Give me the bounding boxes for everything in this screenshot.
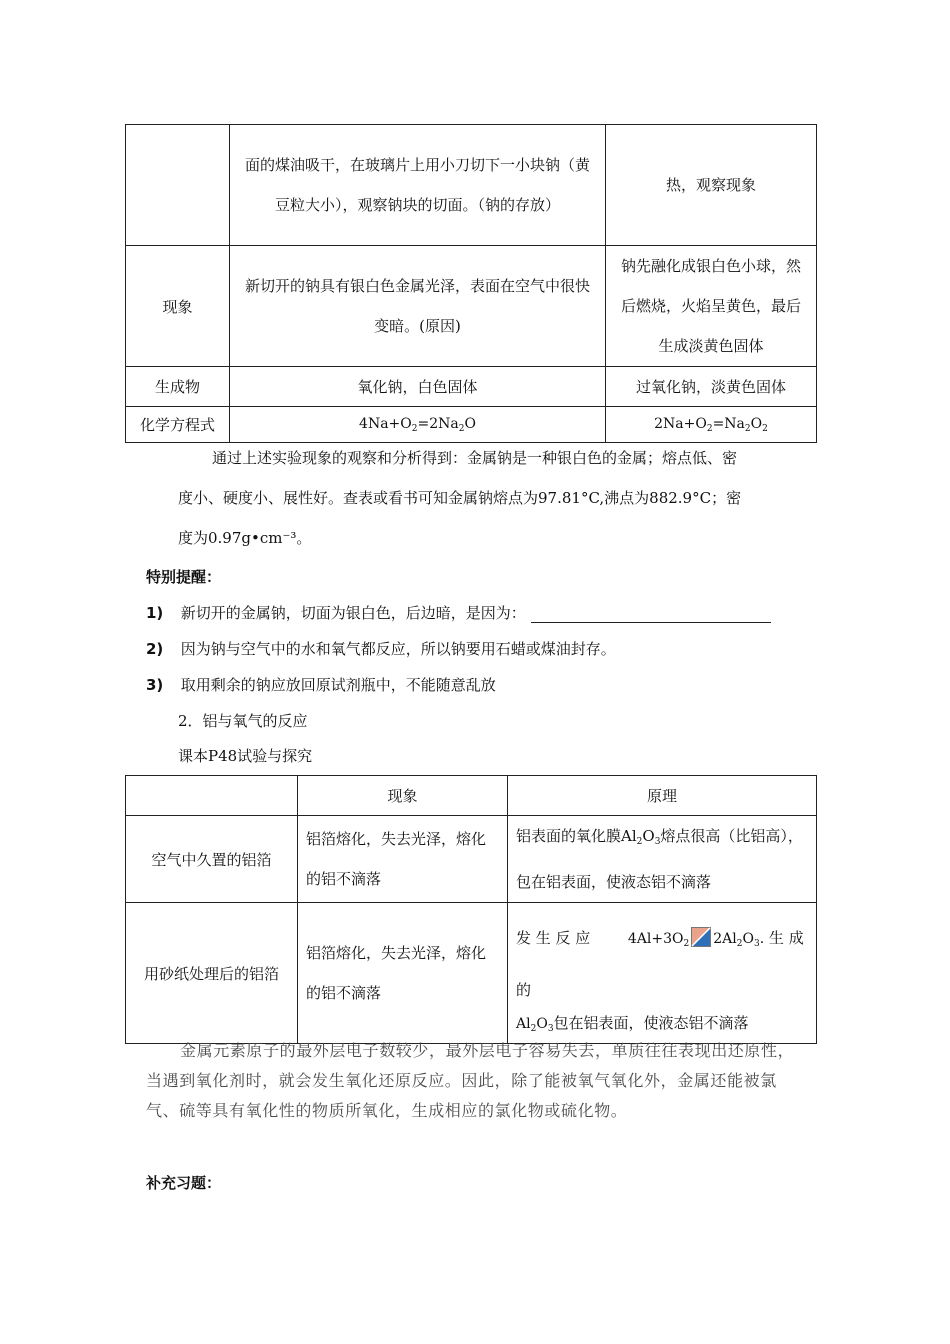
- principle-prefix: 发 生 反 应: [516, 929, 591, 947]
- aluminum-reaction-table: [125, 775, 817, 1044]
- tip-text: 因为钠与空气中的水和氧气都反应，所以钠要用石蜡或煤油封存。: [180, 640, 616, 658]
- table-cell: [606, 125, 817, 246]
- summary-line: 度小、硬度小、展性好。查表或看书可知金属钠熔点为97.81°C,沸点为882.9°C；密: [178, 489, 742, 507]
- column-header: [126, 776, 298, 816]
- tip-number: 2): [146, 640, 164, 658]
- row-label: 现象: [126, 246, 230, 367]
- sodium-reaction-table: [125, 124, 817, 443]
- tip-item: [146, 602, 826, 623]
- table-row: [126, 246, 817, 367]
- answer-blank[interactable]: [531, 604, 771, 623]
- principle-text: 铝表面的氧化膜$Al_2O_3$熔点很高（比铝高），包在铝表面，使液态铝不滴落: [516, 827, 803, 891]
- product-cut-text: 氧化钠，白色固体: [230, 367, 606, 407]
- equation-na2o: $4Na+O_2=2Na_2O$: [359, 415, 476, 434]
- table-cell: [126, 125, 230, 246]
- section-subtitle: 课本P48试验与探究: [178, 747, 313, 765]
- principle-formula: $Al_2O_3$: [516, 1016, 554, 1034]
- row-label: 化学方程式: [126, 407, 230, 443]
- tip-item: [146, 674, 496, 695]
- summary-paragraph: [178, 438, 818, 558]
- exercises-heading: 补充习题：: [146, 1174, 222, 1192]
- table-row: [126, 367, 817, 407]
- procedure-continued-text: 面的煤油吸干，在玻璃片上用小刀切下一小块钠（黄豆粒大小），观察钠块的切面。（钠的存放）: [244, 156, 590, 214]
- summary-line: 度为0.97g•cm⁻³。: [178, 529, 312, 547]
- principle-equation-product: $2Al_2O_3$.: [713, 931, 765, 949]
- row-label: 生成物: [126, 367, 230, 407]
- tip-number: 3): [146, 676, 164, 694]
- tip-text: 取用剩余的钠应放回原试剂瓶中，不能随意乱放: [180, 676, 496, 694]
- table-cell: [298, 903, 508, 1044]
- tip-number: 1): [146, 604, 164, 622]
- column-header: 现象: [298, 776, 508, 816]
- phenomenon-cut-text: 新切开的钠具有银白色金属光泽，表面在空气中很快变暗。(原因): [244, 277, 590, 335]
- table-cell: [230, 246, 606, 367]
- table-row: [126, 903, 817, 1044]
- principle-equation: $4Al+3O_2$: [627, 931, 690, 949]
- table-cell: [508, 903, 817, 1044]
- phenomenon-text: 铝箔熔化，失去光泽，熔化的铝不滴落: [306, 830, 487, 888]
- excerpt-line: 金属元素原子的最外层电子数较少，最外层电子容易失去，单质往往表现出还原性，: [180, 1041, 795, 1060]
- row-label: 用砂纸处理后的铝箔: [126, 903, 298, 1044]
- principle-line2-text: 包在铝表面，使液态铝不滴落: [553, 1014, 749, 1032]
- table-cell: [298, 816, 508, 903]
- phenomenon-text: 铝箔熔化，失去光泽，熔化的铝不滴落: [306, 944, 487, 1002]
- phenomenon-heat-text: 钠先融化成银白色小球，然后燃烧，火焰呈黄色，最后生成淡黄色固体: [620, 257, 801, 355]
- table-cell: [508, 816, 817, 903]
- column-header: 原理: [508, 776, 817, 816]
- excerpt-line: 气、硫等具有氧化性的物质所氧化，生成相应的氯化物或硫化物。: [146, 1101, 628, 1120]
- heating-procedure-text: 热，观察现象: [665, 176, 756, 194]
- section-title: 2．铝与氧气的反应: [178, 712, 308, 730]
- equation-na2o2: $2Na+O_2=Na_2O_2$: [654, 415, 768, 434]
- excerpt-line: 当遇到氧化剂时，就会发生氧化还原反应。因此，除了能被氧气氧化外，金属还能被氯: [146, 1071, 777, 1090]
- product-heat-text: 过氧化钠，淡黄色固体: [606, 367, 817, 407]
- principle-suffix: 生 成 的: [516, 929, 804, 999]
- row-label: 空气中久置的铝箔: [126, 816, 298, 903]
- table-cell: [230, 125, 606, 246]
- summary-line: 通过上述实验现象的观察和分析得到：金属钠是一种银白色的金属；熔点低、密: [212, 449, 738, 467]
- table-row: [126, 125, 817, 246]
- scanned-text-excerpt: [146, 1036, 816, 1126]
- tip-item: [146, 638, 616, 659]
- heat-condition-icon: [691, 927, 711, 947]
- table-cell: [606, 246, 817, 367]
- tip-text: 新切开的金属钠，切面为银白色，后边暗，是因为：: [180, 604, 526, 622]
- tips-heading: 特别提醒：: [146, 568, 222, 586]
- table-header-row: [126, 776, 817, 816]
- principle-line: [516, 915, 808, 1013]
- table-row: [126, 816, 817, 903]
